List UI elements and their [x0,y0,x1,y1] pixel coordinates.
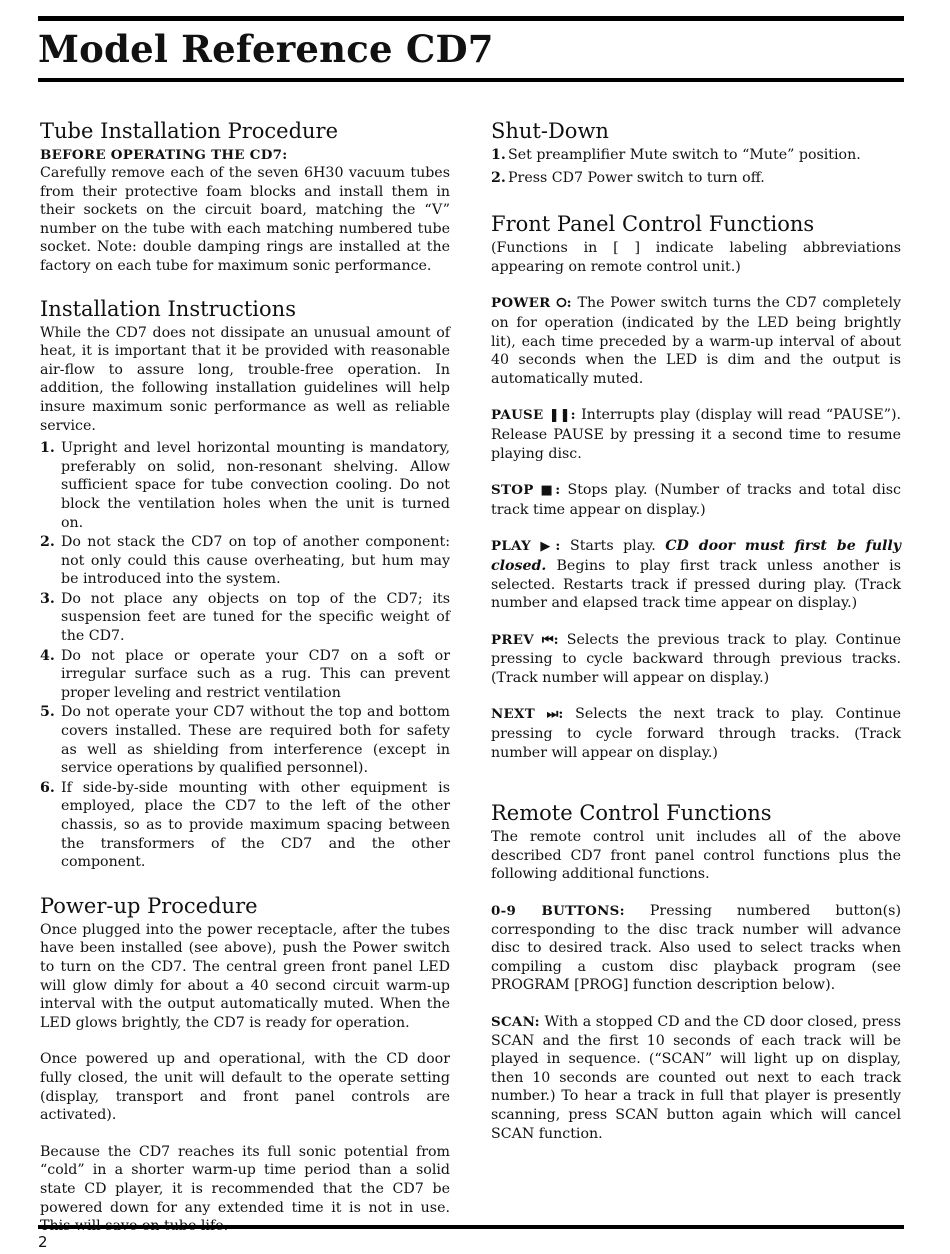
tube-installation-subheading: BEFORE OPERATING THE CD7: [40,147,288,163]
tube-installation-heading: Tube Installation Procedure [40,119,339,143]
power-term: POWER [491,295,551,312]
left-column [40,118,450,1236]
scan-description: SCAN: With a stopped CD and the CD door closed, press SCAN and the first 10 seconds of each track will be played in sequence. (“SCAN” will light up on display, then 10 seconds are counted out next to each track number.) To hear a track in full that player is presently scanning, press SCAN button again which will cancel SCAN function. [491,1014,901,1142]
power-up-paragraph-3: Because the CD7 reaches its full sonic potential from “cold” in a shorter warm-up time period than a solid state CD player, it is recommended that the CD7 be powered down for any extended time it is not in use. [40,1143,450,1216]
tube-installation-section [40,118,450,276]
tube-installation-body: Carefully remove each of the seven 6H30 vacuum tubes from their protective foam blocks and install them in their sockets on the circuit board, matching the “V” number on the tube with each matching numbered tube socket. Note: double damping rings are installed at the factory on each tube for maximum sonic performance. [40,165,450,274]
power-up-heading: Power-up Procedure [40,893,258,918]
power-icon: ⭘ [556,296,567,312]
installation-instructions-section [40,296,450,872]
list-item: 1. Upright and level horizontal mounting is mandatory, preferably on solid, non-resonant shelving. Allow sufficient space for tube convection cooling. Do not block the ventilation holes when the unit is turned on. [40,440,450,531]
play-description: PLAY ▶: Starts play. CD door must first be fully closed. Begins to play first track unless another is selected. Restarts track if pressed during play. (Track number and elapsed track time appear on display.) [491,538,902,612]
front-panel-intro: (Functions in [ ] indicate labeling abbreviations appearing on remote control unit.) [491,240,901,275]
list-item: 2. Press CD7 Power switch to turn off. [491,169,765,186]
right-column [491,118,901,1143]
front-panel-section [491,211,901,762]
remote-control-section [491,800,901,1143]
scan-term: SCAN: [491,1014,540,1030]
title-rule [38,78,904,82]
list-item: 3. Do not place any objects on top of the CD7; its suspension feet are tuned for the specific weight of the CD7. [40,590,450,645]
installation-instructions-heading: Installation Instructions [40,296,296,321]
list-item: 6. If side-by-side mounting with other equipment is employed, place the CD7 to the left of the other chassis, so as to provide maximum spacing between the transformers of the CD7 and the other component. [40,779,450,871]
installation-list [40,439,450,872]
power-up-paragraph-2: Once powered up and operational, with the CD door fully closed, the unit will default to the operate setting (display, transport and front panel controls are activated). [40,1051,450,1124]
list-item: 5. Do not operate your CD7 without the top and bottom covers installed. These are required both for safety as well as shielding from interference (except in service operations by qualified personnel). [40,704,450,777]
shut-down-heading: Shut-Down [491,119,609,143]
play-term: PLAY [491,538,531,555]
remote-control-intro: The remote control unit includes all of the above described CD7 front panel control functions plus the following additional functions. [491,829,901,883]
shut-down-steps [491,146,901,187]
list-item: 2. Do not stack the CD7 on top of another component: not only could this cause overheating, but hum may be introduced into the system. [40,534,450,588]
power-up-paragraph-1: Once plugged into the power receptacle, after the tubes have been installed (see above), push the Power switch to turn on the CD7. The central green front panel LED will glow dimly for about a 40 second circuit warm-up interval with the output automatically muted. When the LED glows brightly, the CD7 is ready for operation. [40,921,450,1031]
power-up-section [40,893,450,1236]
front-panel-heading: Front Panel Control Functions [491,212,815,237]
page-title: Model Reference CD7 [38,27,494,71]
play-icon: ▶ [540,539,556,555]
stop-description: STOP ■: Stops play. (Number of tracks and total disc track time appear on display.) [491,482,901,518]
page-number: 2 [38,1233,48,1251]
list-item: 4. Do not place or operate your CD7 on a soft or irregular surface such as a rug. This can prevent proper leveling and restrict ventilation [40,647,450,701]
stop-icon: ■ [540,483,556,499]
next-description: NEXT ⏭: Selects the next track to play. Continue pressing to cycle forward through tracks. (Track number will appear on display.) [491,706,901,761]
list-item: 1. Set preamplifier Mute switch to “Mute” position. [491,147,861,163]
buttons-description: 0-9 BUTTONS: Pressing numbered button(s) corresponding to the disc track number will advance disc to desired track. Also used to select tracks when compiling a custom disc playback program (see PROGRAM [PROG] function description below). [491,903,901,994]
top-rule [38,16,904,21]
installation-intro: While the CD7 does not dissipate an unusual amount of heat, it is important that it be provided with reasonable air-flow to assure long, trouble-free operation. In addition, the following installation guidelines will help insure maximum sonic performance as well as reliable service. [40,324,450,434]
bottom-rule [38,1225,904,1229]
remote-control-heading: Remote Control Functions [491,801,772,826]
stop-term: STOP [491,482,534,499]
shut-down-section [491,118,901,187]
pause-description: PAUSE ❚❚: Interrupts play (display will read “PAUSE”). Release PAUSE by pressing it a second time to resume playing disc. [491,407,901,462]
pause-icon: ❚❚ [548,408,571,424]
next-track-icon: ⏭ [546,707,559,723]
previous-track-icon: ⏮ [541,632,554,648]
prev-description: PREV ⏮: Selects the previous track to play. Continue pressing to cycle backward through previous tracks. (Track number will appear on display.) [491,631,902,686]
power-description: POWER ⭘: The Power switch turns the CD7 completely on for operation (indicated by the LED being brightly lit), each time preceded by a warm-up interval of about 40 seconds when the LED is dim and the output is automatically muted. [491,295,902,387]
buttons-term: 0-9 BUTTONS: [491,903,625,920]
next-term: NEXT [491,706,536,723]
pause-term: PAUSE [491,407,544,424]
prev-term: PREV [491,631,534,648]
